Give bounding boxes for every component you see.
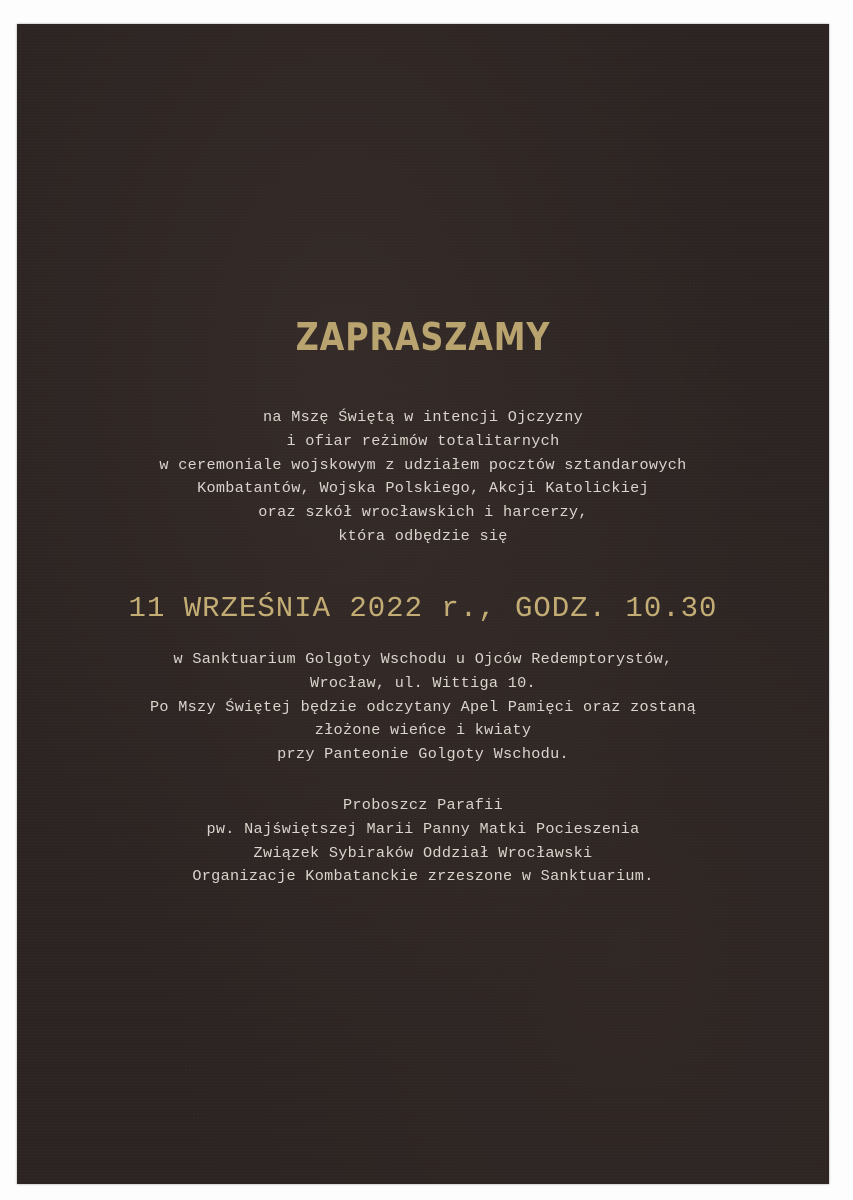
intro-paragraph xyxy=(17,406,829,549)
place-line: Po Mszy Świętej będzie odczytany Apel Pamięci oraz zostaną xyxy=(149,697,696,716)
organizer-line: pw. Najświętszej Marii Panny Matki Pocieszenia xyxy=(206,819,640,838)
place-line: złożone wieńce i kwiaty xyxy=(314,721,532,740)
intro-line: oraz szkół wrocławskich i harcerzy, xyxy=(258,503,588,522)
organizer-line: Organizacje Kombatanckie zrzeszone w Sanktuarium. xyxy=(192,867,654,886)
intro-line: w ceremoniale wojskowym z udziałem pocztów sztandarowych xyxy=(159,455,687,474)
place-line: Wrocław, ul. Wittiga 10. xyxy=(310,673,536,692)
organizers-paragraph xyxy=(17,794,829,889)
place-line: w Sanktuarium Golgoty Wschodu u Ojców Redemptorystów, xyxy=(173,650,673,668)
organizer-line: Związek Sybiraków Oddział Wrocławski xyxy=(253,843,593,862)
intro-line: Kombatantów, Wojska Polskiego, Akcji Katolickiej xyxy=(197,479,649,498)
place-paragraph xyxy=(17,648,829,767)
intro-line: i ofiar reżimów totalitarnych xyxy=(286,431,560,450)
intro-line: która odbędzie się xyxy=(338,526,508,545)
place-line: przy Panteonie Golgoty Wschodu. xyxy=(277,745,569,764)
intro-line: na Mszę Świętą w intencji Ojczyzny xyxy=(262,408,584,426)
event-datetime: 11 WRZEŚNIA 2022 r., GODZ. 10.30 xyxy=(128,592,718,625)
invitation-card xyxy=(17,24,829,1184)
organizer-line: Proboszcz Parafii xyxy=(342,796,504,814)
invitation-title: ZAPRASZAMY xyxy=(295,315,551,359)
